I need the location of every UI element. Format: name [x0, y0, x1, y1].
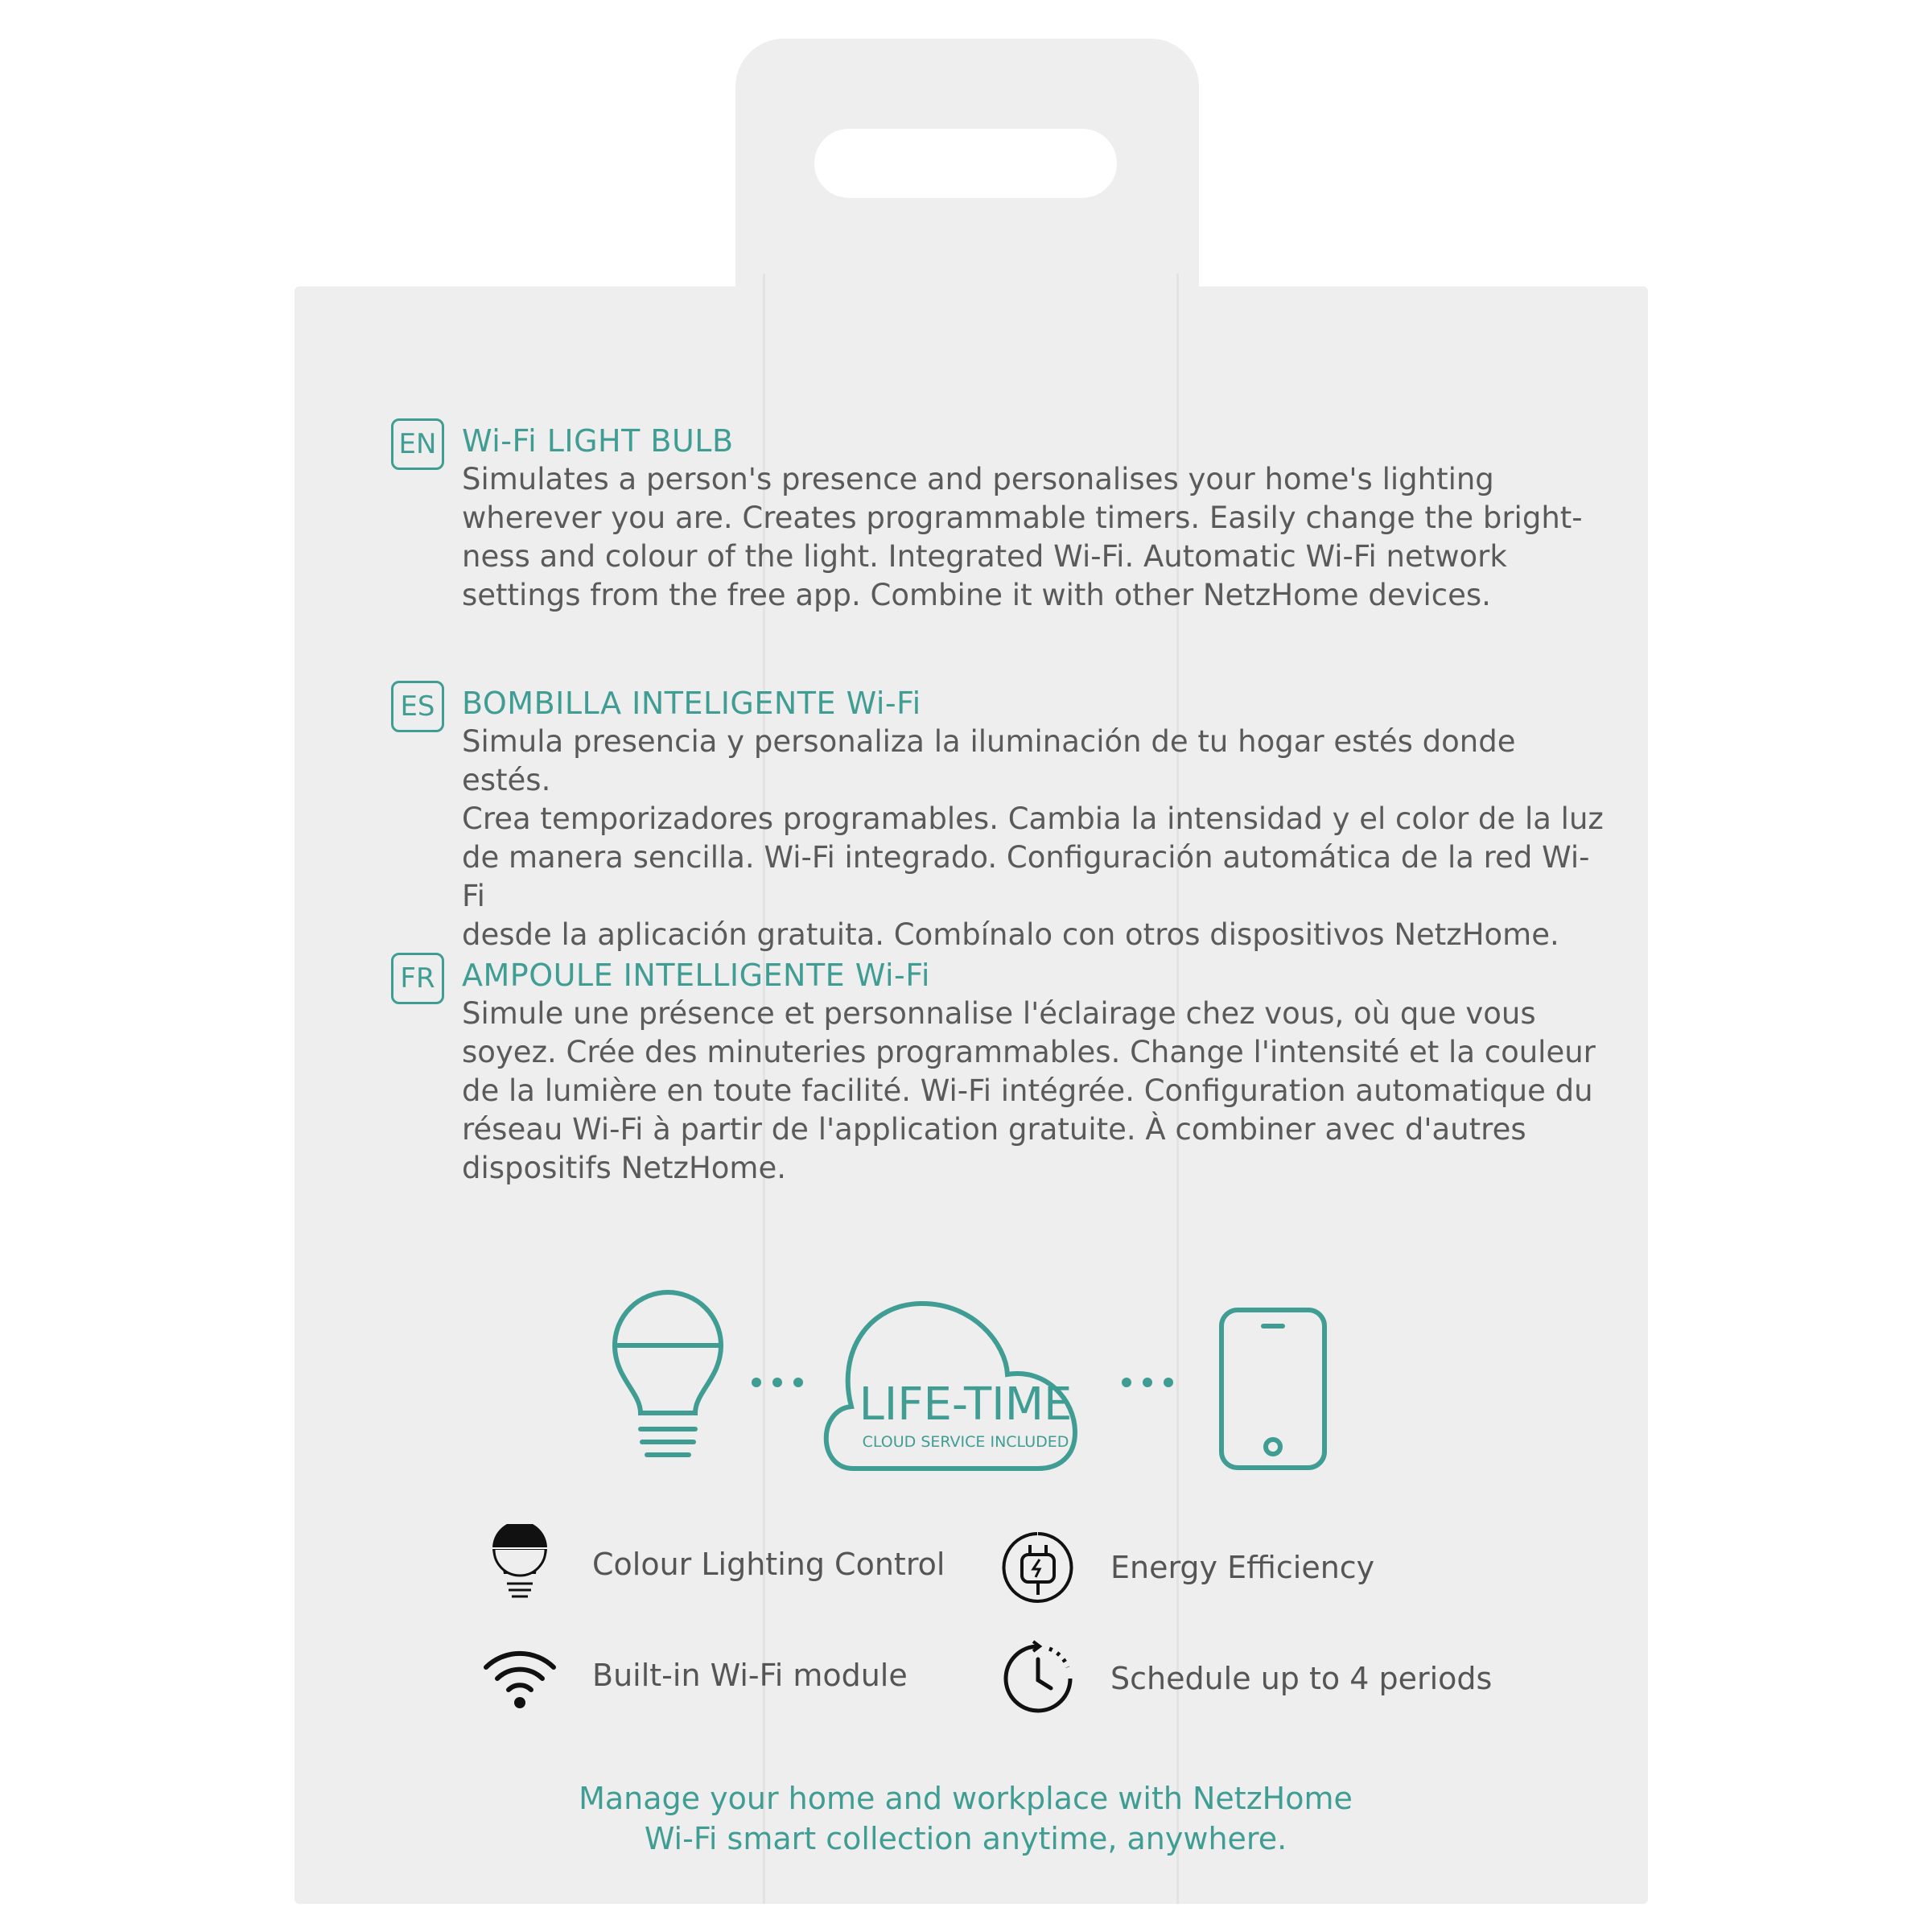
hang-hole [814, 129, 1117, 198]
connectivity-diagram [595, 1271, 1336, 1489]
section-body: Simula presencia y personaliza la iluminación de tu hogar estés donde estés. Crea temporizadores programables. Cambia la intensidad y el color de la luz de manera sencilla. Wi-Fi integrado. Configuración automática de la red Wi-Fi desde la aplicación gratuita. Combínalo con otros dispositivos NetzHome. [462, 724, 1604, 952]
section-body: Simule une présence et personnalise l'éclairage chez vous, où que vous soyez. Crée des minuteries programmables. Change l'intensité et la couleur de la lumière en toute facilité. Wi-Fi intégrée. Configuration automatique du réseau Wi-Fi à partir de l'application gratuite. À combiner avec d'autres dispositifs NetzHome. [462, 996, 1596, 1185]
feature-label: Colour Lighting Control [592, 1547, 945, 1582]
clock-schedule-icon [998, 1638, 1078, 1719]
feature-colour-lighting [480, 1524, 945, 1605]
bulb-icon [480, 1524, 560, 1605]
language-badge: EN [391, 418, 444, 470]
section-title: AMPOULE INTELLIGENTE Wi-Fi [462, 958, 930, 993]
section-title: BOMBILLA INTELIGENTE Wi-Fi [462, 686, 921, 721]
diagram-graphic [595, 1271, 1336, 1489]
cloud-title: LIFE-TIME [859, 1378, 1073, 1431]
feature-label: Schedule up to 4 periods [1110, 1661, 1493, 1696]
footer-line-1: Manage your home and workplace with NetzHome [579, 1781, 1353, 1816]
section-body: Simulates a person's presence and personalises your home's lighting wherever you are. Creates programmable timers. Easily change the bright- ness and colour of the light. Integrated Wi-Fi. Automatic Wi-Fi network settings from the free app. Combine it with other NetzHome devices. [462, 462, 1583, 612]
smartphone-icon [1221, 1310, 1324, 1468]
footer-line-2: Wi-Fi smart collection anytime, anywhere. [644, 1821, 1287, 1856]
feature-energy-efficiency [998, 1527, 1374, 1608]
language-badge: FR [391, 953, 444, 1004]
energy-plug-icon [998, 1527, 1078, 1608]
feature-wifi-module [480, 1635, 908, 1716]
language-badge: ES [391, 681, 444, 732]
feature-label: Energy Efficiency [1110, 1550, 1375, 1585]
connection-dots-left [752, 1378, 803, 1387]
wifi-icon [480, 1635, 560, 1716]
connection-dots-right [1122, 1378, 1173, 1387]
light-bulb-icon [615, 1292, 721, 1455]
cloud-subtitle: CLOUD SERVICE INCLUDED [862, 1433, 1069, 1451]
footer-tagline [402, 1778, 1529, 1859]
feature-label: Built-in Wi-Fi module [592, 1658, 908, 1693]
section-title: Wi-Fi LIGHT BULB [462, 423, 734, 459]
feature-schedule [998, 1638, 1492, 1719]
